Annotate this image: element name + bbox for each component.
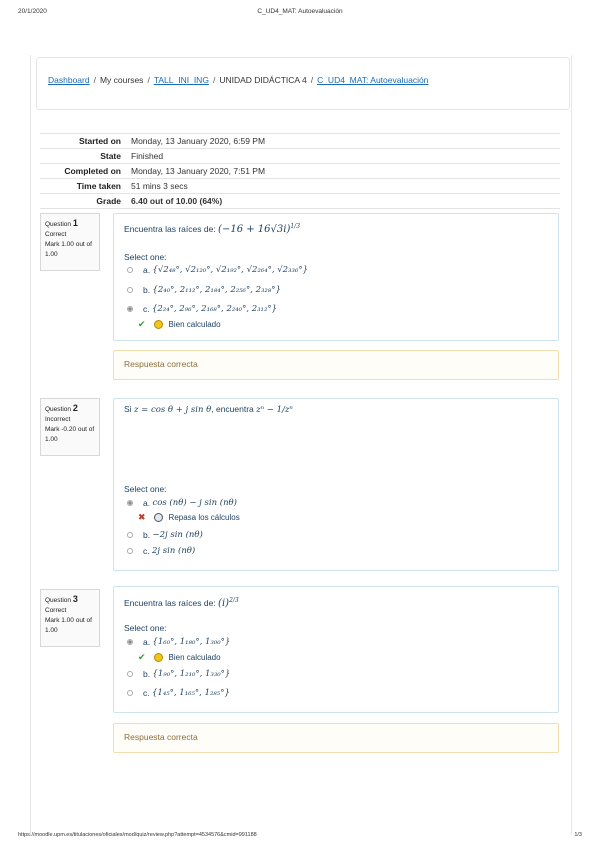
question-2-option-c[interactable]: [127, 546, 195, 556]
attempt-summary-table: [40, 133, 560, 209]
question-3-text: [124, 597, 239, 609]
question-2-option-a[interactable]: [127, 498, 237, 508]
print-title: C_UD4_MAT: Autoevaluación: [257, 8, 343, 15]
option-letter: a.: [143, 265, 151, 275]
feedback-text: Bien calculado: [168, 653, 221, 662]
question-number: 3: [72, 594, 78, 604]
question-mark: Mark 1.00 out of 1.00: [45, 617, 92, 634]
radio-button-selected[interactable]: [127, 639, 133, 645]
question-text: Encuentra las raíces de:: [124, 223, 216, 234]
question-text: Encuentra las raíces de:: [124, 597, 216, 608]
question-math: z = cos θ + j sin θ: [133, 405, 212, 415]
question-1-option-b[interactable]: [127, 285, 281, 295]
print-date: 20/1/2020: [18, 8, 47, 15]
question-exponent: 2/3: [229, 597, 239, 604]
breadcrumb: [48, 75, 428, 85]
breadcrumb-separator: /: [93, 75, 96, 85]
breadcrumb-dashboard-link[interactable]: Dashboard: [48, 75, 90, 85]
question-math-expression: zⁿ − 1/zⁿ: [256, 405, 293, 415]
question-1-outcome: Respuesta correcta: [113, 350, 559, 380]
select-one-prompt: Select one:: [124, 484, 167, 494]
question-2-option-b[interactable]: [127, 530, 203, 540]
option-value: {1₆₀°, 1₁₈₀°, 1₃₀₀°}: [152, 637, 231, 647]
radio-button[interactable]: [127, 532, 133, 538]
radio-button[interactable]: [127, 690, 133, 696]
question-1-text: [124, 223, 300, 235]
question-1-option-c[interactable]: [127, 304, 277, 314]
sad-face-icon: [154, 513, 163, 522]
smiley-icon: [154, 320, 163, 329]
check-icon: ✔: [138, 652, 146, 662]
breadcrumb-unit[interactable]: UNIDAD DIDÁCTICA 4: [219, 75, 307, 85]
option-value: 2j sin (nθ): [152, 546, 196, 556]
radio-button-selected[interactable]: [127, 306, 133, 312]
question-3-outcome: Respuesta correcta: [113, 723, 559, 753]
summary-grade-value: 6.40 out of 10.00 (64%): [127, 194, 560, 209]
print-page-number: 1/3: [574, 832, 582, 838]
question-2-feedback: [138, 512, 240, 523]
question-label: Question: [45, 597, 72, 604]
breadcrumb-my-courses[interactable]: My courses: [99, 75, 144, 85]
feedback-text: Bien calculado: [168, 320, 221, 329]
option-value: {2₄₀°, 2₁₁₂°, 2₁₈₄°, 2₂₅₆°, 2₃₂₈°}: [152, 285, 281, 295]
radio-button[interactable]: [127, 267, 133, 273]
question-3-option-b[interactable]: [127, 669, 230, 679]
question-1-feedback: [138, 319, 221, 330]
question-number: 2: [72, 403, 78, 413]
question-2-info: [40, 398, 100, 456]
summary-label: State: [40, 149, 127, 164]
option-value: −2j sin (nθ): [152, 530, 203, 540]
option-letter: b.: [143, 669, 151, 679]
summary-label: Time taken: [40, 179, 127, 194]
option-value: {2₂₄°, 2₉₆°, 2₁₆₈°, 2₂₄₀°, 2₃₁₂°}: [152, 304, 278, 314]
question-label: Question: [45, 221, 72, 228]
feedback-text: Repasa los cálculos: [168, 513, 240, 522]
summary-value: 51 mins 3 secs: [127, 179, 560, 194]
question-2-text: [124, 404, 293, 415]
question-math: (−16 + 16√3i): [218, 223, 291, 235]
option-letter: b.: [143, 530, 151, 540]
option-letter: a.: [143, 498, 151, 508]
summary-value: Monday, 13 January 2020, 7:51 PM: [127, 164, 560, 179]
summary-row-completed: [40, 164, 560, 179]
question-number: 1: [72, 218, 78, 228]
question-3-info: [40, 589, 100, 647]
summary-row-grade: [40, 194, 560, 209]
smiley-icon: [154, 653, 163, 662]
question-mark: Mark -0.20 out of 1.00: [45, 426, 95, 443]
question-3-feedback: [138, 652, 221, 663]
summary-label: Grade: [40, 194, 127, 209]
option-value: {1₉₀°, 1₂₁₀°, 1₃₃₀°}: [152, 669, 231, 679]
summary-value: Monday, 13 January 2020, 6:59 PM: [127, 134, 560, 149]
question-label: Question: [45, 406, 72, 413]
question-3-option-a[interactable]: [127, 637, 230, 647]
question-mark: Mark 1.00 out of 1.00: [45, 241, 92, 258]
option-letter: c.: [143, 304, 150, 314]
question-text: Si: [124, 404, 132, 414]
summary-label: Started on: [40, 134, 127, 149]
question-text-continued: , encuentra: [211, 404, 254, 414]
check-icon: ✔: [138, 319, 146, 329]
cross-icon: ✖: [138, 512, 146, 522]
option-value: cos (nθ) − j sin (nθ): [152, 498, 237, 508]
select-one-prompt: Select one:: [124, 623, 167, 633]
select-one-prompt: Select one:: [124, 252, 167, 262]
radio-button[interactable]: [127, 671, 133, 677]
print-url: https://moodle.upm.es/titulaciones/oficiales/mod/quiz/review.php?attempt=4534576&cmid=991188: [18, 832, 257, 838]
summary-value: Finished: [127, 149, 560, 164]
summary-row-started: [40, 134, 560, 149]
radio-button-selected[interactable]: [127, 500, 133, 506]
question-state: Correct: [45, 607, 67, 614]
option-value: {√2₄₈°, √2₁₂₀°, √2₁₉₂°, √2₂₆₄°, √2₃₃₆°}: [152, 265, 308, 275]
radio-button[interactable]: [127, 287, 133, 293]
breadcrumb-separator: /: [310, 75, 314, 85]
option-letter: c.: [143, 546, 150, 556]
option-letter: a.: [143, 637, 151, 647]
question-3-option-c[interactable]: [127, 688, 230, 698]
summary-row-time-taken: [40, 179, 560, 194]
question-exponent: 1/3: [290, 223, 301, 230]
summary-row-state: [40, 149, 560, 164]
option-letter: c.: [143, 688, 150, 698]
breadcrumb-separator: /: [212, 75, 216, 85]
option-letter: b.: [143, 285, 151, 295]
breadcrumb-quiz-link[interactable]: C_UD4_MAT: Autoevaluación: [317, 75, 429, 85]
question-1-option-a[interactable]: [127, 265, 308, 275]
option-value: {1₄₅°, 1₁₆₅°, 1₂₈₅°}: [152, 688, 230, 698]
question-math: (i): [218, 597, 230, 609]
question-1-info: [40, 213, 100, 271]
summary-label: Completed on: [40, 164, 127, 179]
radio-button[interactable]: [127, 548, 133, 554]
question-state: Correct: [45, 231, 67, 238]
question-state: Incorrect: [45, 416, 71, 423]
breadcrumb-separator: /: [147, 75, 150, 85]
breadcrumb-course-link[interactable]: TALL_INI_ING: [153, 75, 209, 85]
